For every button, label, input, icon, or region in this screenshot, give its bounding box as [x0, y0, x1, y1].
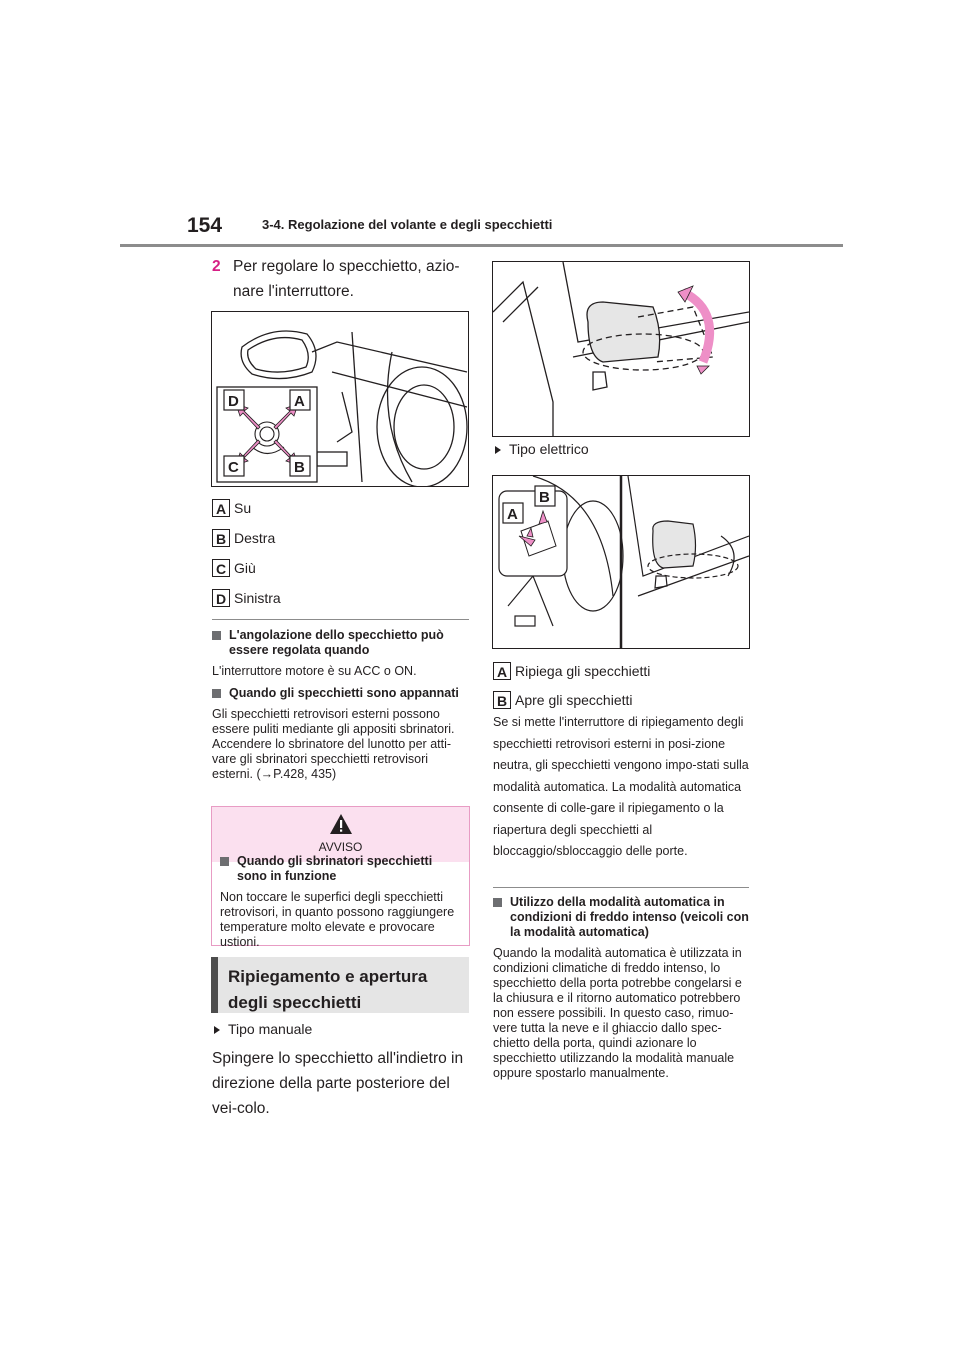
warning-triangle-icon	[329, 813, 353, 835]
step-text: Per regolare lo specchietto, azio-nare l'interruttore.	[233, 258, 460, 300]
warning-title: AVVISO	[318, 840, 363, 854]
divider	[493, 887, 749, 888]
legend-item	[493, 685, 748, 714]
square-bullet-icon	[220, 857, 229, 866]
header-rule	[120, 244, 843, 247]
legend-key: B	[493, 691, 511, 709]
note-title: Utilizzo della modalità automatica in condizioni di freddo intenso (veicoli con la modalità automatica)	[493, 895, 750, 940]
fig1-label-c: C	[228, 459, 239, 476]
divider	[212, 619, 469, 620]
note-fog	[212, 686, 469, 782]
figure-electric-fold	[492, 475, 750, 649]
electric-type-label: Tipo elettrico	[495, 441, 589, 457]
note-cold	[493, 895, 750, 1081]
note-title: L'angolazione dello specchietto può essere regolata quando	[212, 628, 469, 658]
triangle-bullet-icon	[495, 446, 501, 454]
legend-item	[212, 493, 462, 523]
legend-text: Su	[234, 500, 252, 516]
square-bullet-icon	[212, 631, 221, 640]
warning-subtitle: Quando gli sbrinatori specchietti sono in funzione	[220, 854, 461, 884]
legend-text: Apre gli specchietti	[515, 691, 633, 708]
triangle-bullet-icon	[214, 1026, 220, 1034]
legend-text: Ripiega gli specchietti	[515, 662, 651, 679]
fig1-label-b: B	[294, 459, 305, 476]
section-heading-text: Ripiegamento e apertura degli specchietti	[228, 967, 428, 1012]
legend-key: A	[493, 662, 511, 680]
section-title: 3-4. Regolazione del volante e degli specchietti	[262, 217, 553, 232]
note-angle	[212, 628, 469, 679]
legend-item	[212, 523, 462, 553]
figure-mirror-switch	[211, 311, 469, 487]
note-body: Quando la modalità automatica è utilizzata in condizioni climatiche di freddo intenso, lo specchietto della porta potrebbe congelarsi e la chiusura e il ritorno automatico potrebbero non essere possibili. In questo caso, rimuo-vere tutta la neve e il ghiaccio dallo spec-chietto della porta, quindi azionare lo specchietto utilizzando la modalità manuale oppure spostarlo manualmente.	[493, 946, 742, 1080]
manual-type-text: Spingere lo specchietto all'indietro in direzione della parte posteriore del vei-colo.	[212, 1050, 464, 1117]
fig1-label-a: A	[294, 393, 305, 410]
square-bullet-icon	[493, 898, 502, 907]
legend-key: A	[212, 499, 230, 517]
legend-item	[212, 553, 462, 583]
section-heading	[211, 957, 469, 1013]
manual-type-label: Tipo manuale	[214, 1021, 312, 1037]
note-body: L'interruttore motore è su ACC o ON.	[212, 664, 417, 678]
legend-item	[212, 583, 462, 613]
step-number: 2	[212, 258, 221, 275]
figure-manual-fold	[492, 261, 750, 437]
electric-fold-illustration	[493, 476, 749, 648]
note-body: Gli specchietti retrovisori esterni possono essere puliti mediante gli appositi sbrinatori. Accendere lo sbrinatore del lunotto per atti-vare gli sbrinatori specchietti retrovisori esterni. (→P.428, 435)	[212, 707, 455, 781]
step-2	[212, 254, 472, 304]
legend-key: B	[212, 529, 230, 547]
legend-item	[493, 656, 748, 685]
warning-body: Non toccare le superfici degli specchietti retrovisori, in quanto possono raggiungere temperature molto elevate e provocare ustioni.	[220, 890, 455, 949]
legend-text: Destra	[234, 530, 276, 546]
legend-text: Sinistra	[234, 590, 281, 606]
fig3-label-a: A	[507, 506, 518, 523]
fig3-label-b: B	[539, 489, 550, 506]
square-bullet-icon	[212, 689, 221, 698]
manual-fold-illustration	[493, 262, 749, 436]
legend-key: C	[212, 559, 230, 577]
legend-key: D	[212, 589, 230, 607]
auto-mode-text: Se si mette l'interruttore di ripiegamento degli specchietti retrovisori esterni in posi-zione neutra, gli specchietti vengono impo-stati sulla modalità automatica. La modalità automatica consente di colle-gare il ripiegamento o la riapertura degli specchietti al bloccaggio/sbloccaggio delle porte.	[493, 715, 749, 858]
legend-2	[493, 656, 748, 714]
warning-box	[211, 806, 470, 949]
mirror-switch-illustration	[212, 312, 468, 486]
legend-text: Giù	[234, 560, 256, 576]
page-number: 154	[187, 214, 223, 237]
note-title: Quando gli specchietti sono appannati	[212, 686, 469, 701]
legend-1	[212, 493, 462, 613]
fig1-label-d: D	[228, 393, 239, 410]
